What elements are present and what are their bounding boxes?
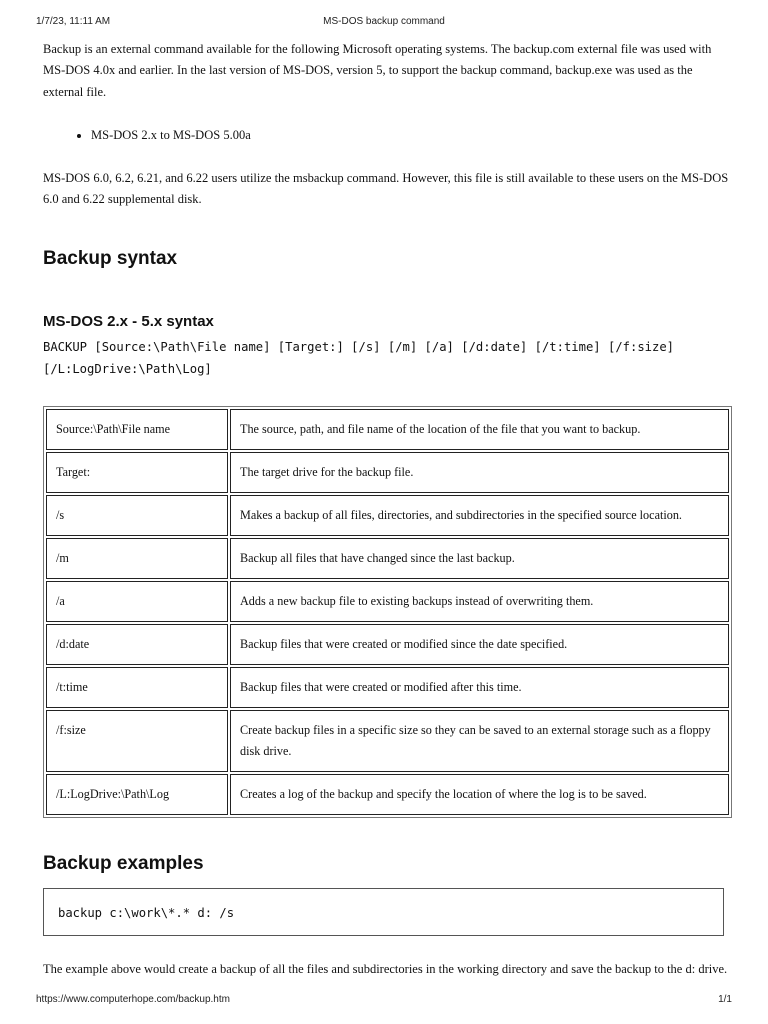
- description-cell: Backup files that were created or modified since the date specified.: [230, 624, 729, 665]
- syntax-code: BACKUP [Source:\Path\File name] [Target:] [/s] [/m] [/a] [/d:date] [/t:time] [/f:size] [/L:LogDrive:\Path\Log]: [43, 340, 675, 376]
- example-explanation: The example above would create a backup of all the files and subdirectories in the working directory and save the backup to the d: drive.: [43, 962, 728, 977]
- print-header: [36, 16, 732, 30]
- msbackup-paragraph: MS-DOS 6.0, 6.2, 6.21, and 6.22 users utilize the msbackup command. However, this file is still available to these users on the MS-DOS 6.0 and 6.22 supplemental disk.: [43, 170, 729, 207]
- options-table: [43, 406, 732, 818]
- table-row: [46, 581, 729, 622]
- syntax-heading: Backup syntax: [43, 248, 178, 270]
- table-row: [46, 710, 729, 772]
- example-code-block: backup c:\work\*.* d: /s: [43, 888, 724, 936]
- syntax-subheading: MS-DOS 2.x - 5.x syntax: [43, 313, 214, 331]
- option-cell: /d:date: [46, 624, 228, 665]
- option-cell: /m: [46, 538, 228, 579]
- print-datetime: 1/7/23, 11:11 AM: [36, 16, 111, 27]
- table-row: [46, 624, 729, 665]
- description-cell: Backup all files that have changed since the last backup.: [230, 538, 729, 579]
- option-cell: /L:LogDrive:\Path\Log: [46, 774, 228, 815]
- description-cell: The target drive for the backup file.: [230, 452, 729, 493]
- option-cell: Source:\Path\File name: [46, 409, 228, 450]
- table-row: [46, 667, 729, 708]
- os-list-item: • MS-DOS 2.x to MS-DOS 5.00a: [91, 125, 733, 146]
- page-url: https://www.computerhope.com/backup.htm: [36, 994, 230, 1005]
- intro-paragraph: Backup is an external command available for the following Microsoft operating systems. The backup.com external file was used with MS-DOS 4.0x and earlier. In the last version of MS-DOS, version 5, to support the backup command, backup.exe was used as the external file.: [43, 42, 712, 99]
- os-list: [43, 125, 733, 146]
- article-content: [43, 39, 733, 981]
- option-cell: /a: [46, 581, 228, 622]
- description-cell: Makes a backup of all files, directories, and subdirectories in the specified source location.: [230, 495, 729, 536]
- description-cell: Backup files that were created or modified after this time.: [230, 667, 729, 708]
- description-cell: Create backup files in a specific size so they can be saved to an external storage such as a floppy disk drive.: [230, 710, 729, 772]
- description-cell: Creates a log of the backup and specify the location of where the log is to be saved.: [230, 774, 729, 815]
- table-row: [46, 495, 729, 536]
- option-cell: /t:time: [46, 667, 228, 708]
- examples-heading: Backup examples: [43, 853, 204, 875]
- option-cell: /s: [46, 495, 228, 536]
- page-number: 1/1: [718, 994, 732, 1005]
- table-row: [46, 774, 729, 815]
- table-row: [46, 409, 729, 450]
- print-footer: [36, 994, 732, 1008]
- option-cell: Target:: [46, 452, 228, 493]
- print-page-title: MS-DOS backup command: [323, 16, 445, 27]
- description-cell: The source, path, and file name of the location of the file that you want to backup.: [230, 409, 729, 450]
- option-cell: /f:size: [46, 710, 228, 772]
- table-row: [46, 452, 729, 493]
- table-row: [46, 538, 729, 579]
- description-cell: Adds a new backup file to existing backups instead of overwriting them.: [230, 581, 729, 622]
